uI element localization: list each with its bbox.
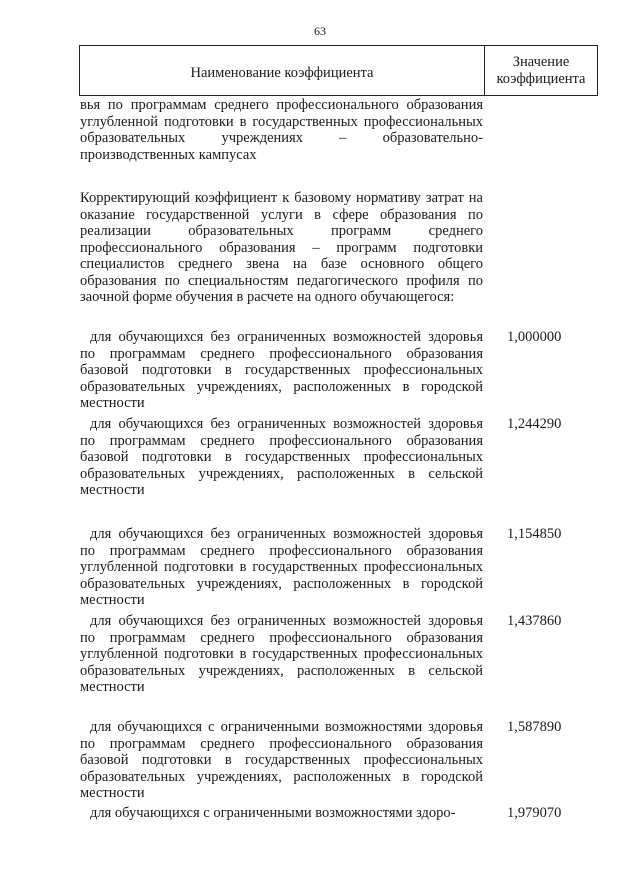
row-value: 1,154850 bbox=[507, 526, 562, 542]
continuation-text: вья по программам среднего профессионального образования углубленной подготовки в государственных профессиональных образовательных учреждениях – образовательно-производственных кампусах bbox=[80, 97, 483, 163]
table-header bbox=[79, 45, 598, 96]
row-value: 1,244290 bbox=[507, 416, 562, 432]
row-value: 1,979070 bbox=[507, 805, 562, 821]
row-text: для обучающихся с ограниченными возможностями здоровья по программам среднего профессионального образования базовой подготовки в государственных профессиональных образовательных учреждениях, расположенных в городской местности bbox=[80, 719, 483, 801]
row-text: для обучающихся без ограниченных возможностей здоровья по программам среднего профессионального образования базовой подготовки в государственных профессиональных образовательных учреждениях, расположенных в городской местности bbox=[80, 329, 483, 411]
row-value: 1,437860 bbox=[507, 613, 562, 629]
header-value-column: Значение коэффициента bbox=[496, 53, 586, 87]
row-text: для обучающихся с ограниченными возможностями здоро- bbox=[90, 805, 456, 821]
row-value: 1,000000 bbox=[507, 329, 562, 345]
row-text: для обучающихся без ограниченных возможностей здоровья по программам среднего профессионального образования углубленной подготовки в государственных профессиональных образовательных учреждениях, расположенных в сельской местности bbox=[80, 613, 483, 695]
row-text: для обучающихся без ограниченных возможностей здоровья по программам среднего профессионального образования базовой подготовки в государственных профессиональных образовательных учреждениях, расположенных в сельской местности bbox=[80, 416, 483, 498]
header-name-column: Наименование коэффициента bbox=[80, 46, 485, 95]
row-value: 1,587890 bbox=[507, 719, 562, 735]
page-number: 63 bbox=[314, 24, 326, 38]
row-text: для обучающихся без ограниченных возможностей здоровья по программам среднего профессионального образования углубленной подготовки в государственных профессиональных образовательных учреждениях, расположенных в городской местности bbox=[80, 526, 483, 608]
section-title: Корректирующий коэффициент к базовому нормативу затрат на оказание государственной услуги в сфере образования по реализации образовательных программ среднего профессионального образования – программ подготовки специалистов среднего звена на базе основного общего образования по специальностям педагогического профиля по заочной форме обучения в расчете на одного обучающегося: bbox=[80, 190, 483, 305]
